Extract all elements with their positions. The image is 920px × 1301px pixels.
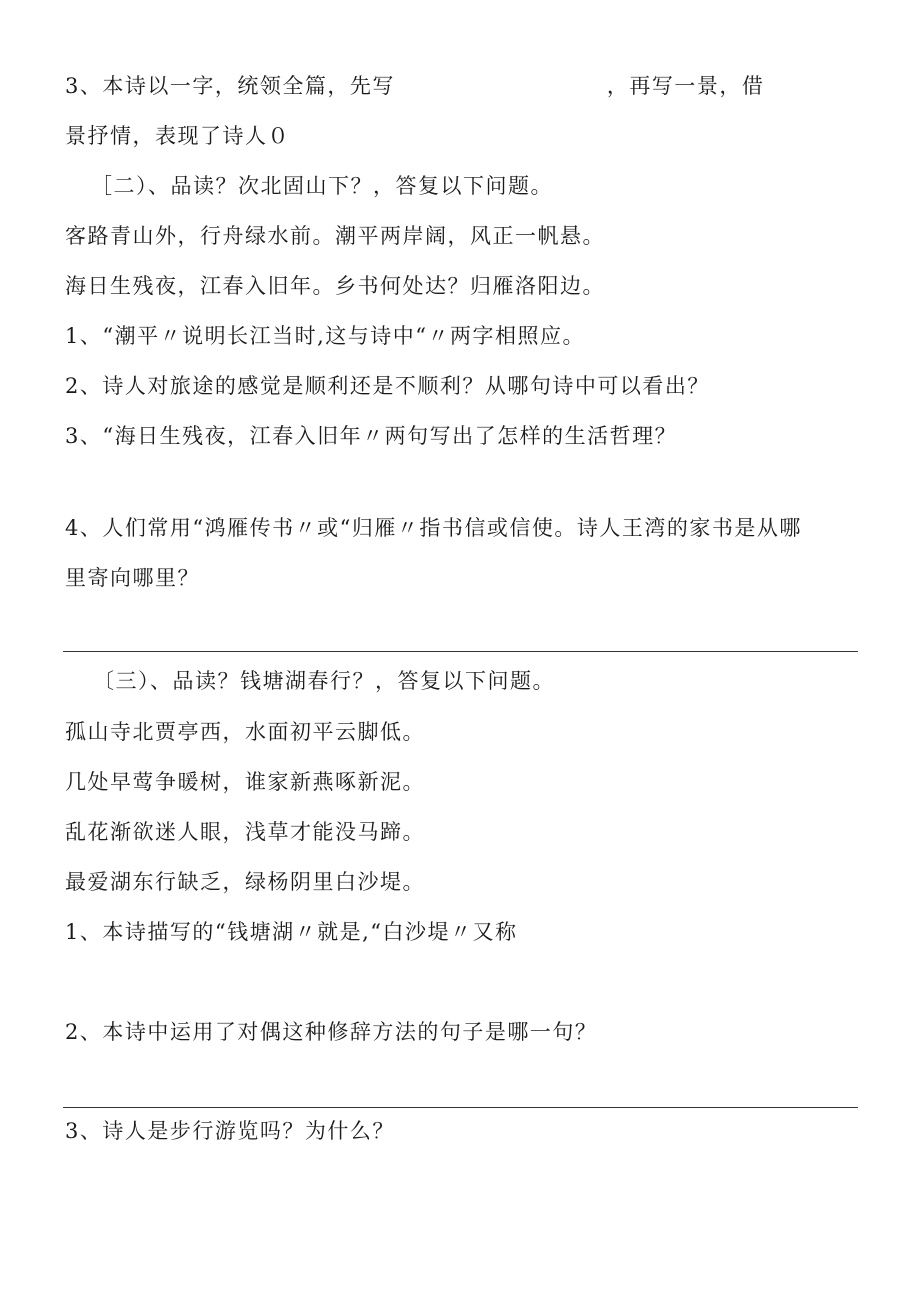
section2-poem-line-1: 客路青山外，行舟绿水前。潮平两岸阔，风正一帆悬。 [65,224,605,248]
section2-poem-line-2: 海日生残夜，江春入旧年。乡书何处达？归雁洛阳边。 [65,274,605,298]
section2-heading: ［二）、品读？次北固山下？，答复以下问题。 [91,174,553,198]
section3-poem-line-4: 最爱湖东行缺乏，绿杨阴里白沙堤。 [65,870,425,894]
section3-heading: 〔三）、品读？钱塘湖春行？，答复以下问题。 [93,669,555,693]
answer-rule-2 [63,1107,858,1108]
section3-question-3: 3、诗人是步行游览吗？为什么？ [65,1119,395,1143]
section3-question-2: 2、本诗中运用了对偶这种修辞方法的句子是哪一句？ [65,1020,598,1044]
section2-question-2: 2、诗人对旅途的感觉是顺利还是不顺利？从哪句诗中可以看出？ [65,374,710,398]
answer-rule-1 [63,651,858,652]
section2-question-1: 1、“潮平〃说明长江当时,这与诗中“〃两字相照应。 [65,324,586,348]
section2-question-3: 3、“海日生残夜，江春入旧年〃两句写出了怎样的生活哲理？ [65,424,678,448]
section3-poem-line-1: 孤山寺北贾亭西，水面初平云脚低。 [65,720,425,744]
q3-text-part-a: 3、本诗以一字，统领全篇，先写 [65,74,395,98]
section3-poem-line-3: 乱花渐欲迷人眼，浅草才能没马蹄。 [65,820,425,844]
section2-question-4-cont: 里寄向哪里？ [65,566,200,590]
section2-question-4: 4、人们常用“鸿雁传书〃或“归雁〃指书信或信使。诗人王湾的家书是从哪 [65,516,802,540]
q3-text-part-b: ，再写一景，借 [606,74,765,98]
section1-question-3 [65,72,764,100]
section3-poem-line-2: 几处早莺争暖树，谁家新燕啄新泥。 [65,770,425,794]
section1-question-3-cont: 景抒情，表现了诗人０ [65,124,290,148]
section3-question-1: 1、本诗描写的“钱塘湖〃就是,“白沙堤〃又称 [65,920,518,944]
